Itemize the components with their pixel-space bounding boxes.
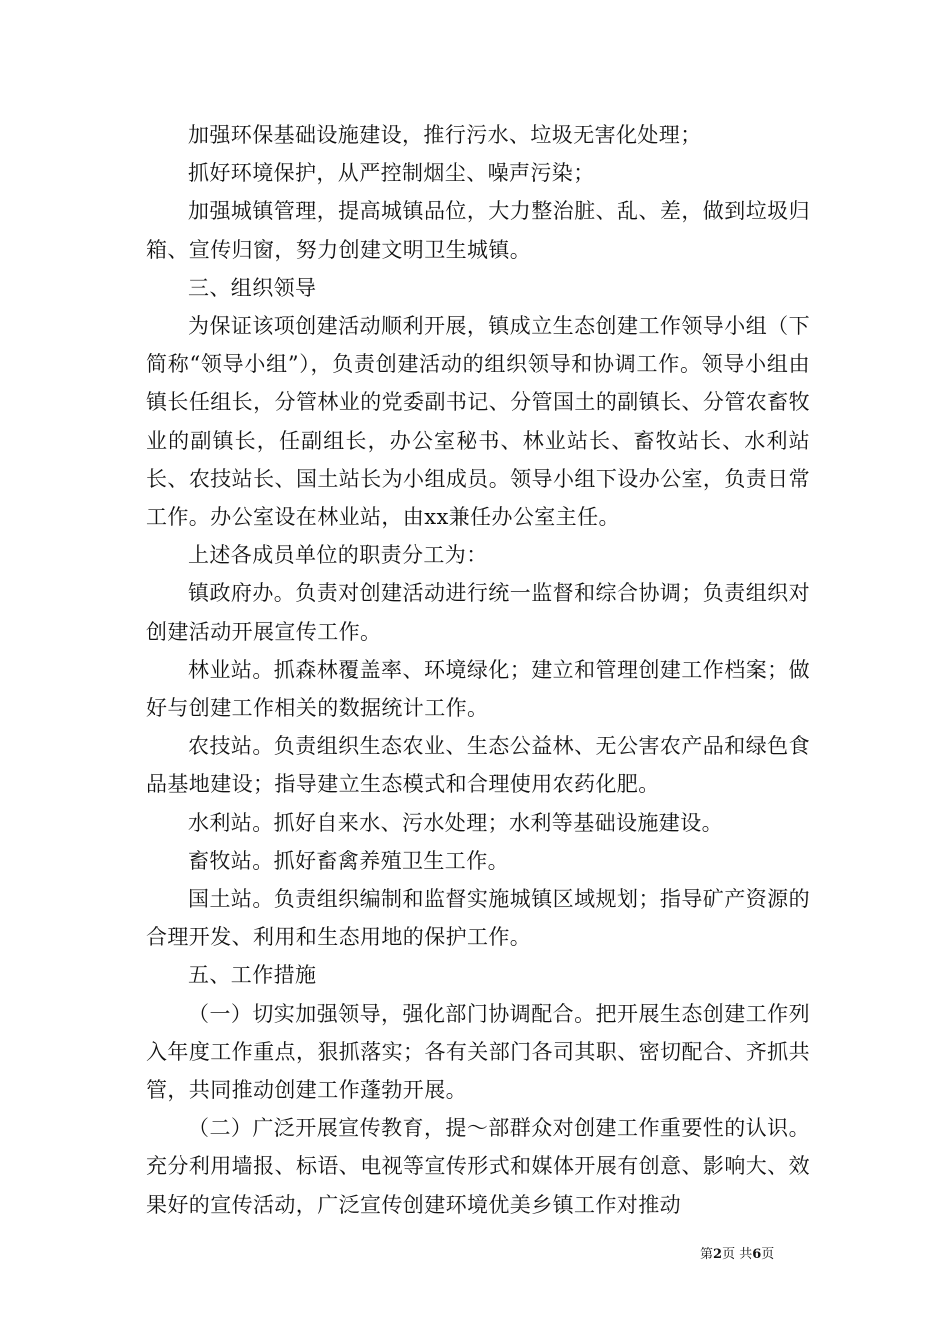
paragraph: （一）切实加强领导，强化部门协调配合。把开展生态创建工作列入年度工作重点，狠抓落实；各有关部门各司其职、密切配合、齐抓共管，共同推动创建工作蓬勃开展。 bbox=[146, 1001, 810, 1103]
footer-middle: 页 共 bbox=[722, 1247, 753, 1262]
current-page-number: 2 bbox=[713, 1247, 723, 1262]
paragraph: 上述各成员单位的职责分工为： bbox=[188, 543, 488, 568]
section-heading: 五、工作措施 bbox=[188, 963, 317, 988]
paragraph: 加强城镇管理，提高城镇品位，大力整治脏、乱、差，做到垃圾归箱、宣传归窗，努力创建文明卫生城镇。 bbox=[146, 199, 810, 262]
paragraph: 林业站。抓森林覆盖率、环境绿化；建立和管理创建工作档案；做好与创建工作相关的数据统计工作。 bbox=[146, 657, 810, 721]
paragraph: 为保证该项创建活动顺利开展，镇成立生态创建工作领导小组（下简称“领导小组”），负责创建活动的组织领导和协调工作。领导小组由镇长任组长，分管林业的党委副书记、分管国土的副镇长、分管农畜牧业的副镇长，任副组长，办公室秘书、林业站长、畜牧站长、水利站长、农技站长、国土站长为小组成员。领导小组下设办公室，负责日常工作。办公室设在林业站，由xx兼任办公室主任。 bbox=[146, 314, 810, 530]
paragraph: 抓好环境保护，从严控制烟尘、噪声污染； bbox=[188, 161, 595, 186]
paragraph: 国土站。负责组织编制和监督实施城镇区域规划；指导矿产资源的合理开发、利用和生态用地的保护工作。 bbox=[146, 887, 810, 950]
section-heading: 三、组织领导 bbox=[188, 275, 317, 300]
footer-prefix: 第 bbox=[700, 1247, 714, 1262]
footer-suffix: 页 bbox=[761, 1247, 775, 1262]
page-number-footer bbox=[700, 1246, 774, 1264]
paragraph: 加强环保基础设施建设，推行污水、垃圾无害化处理； bbox=[188, 123, 702, 147]
paragraph: 农技站。负责组织生态农业、生态公益林、无公害农产品和绿色食品基地建设；指导建立生态模式和合理使用农药化肥。 bbox=[146, 734, 810, 797]
paragraph: 畜牧站。抓好畜禽养殖卫生工作。 bbox=[188, 848, 509, 873]
paragraph: 镇政府办。负责对创建活动进行统一监督和综合协调；负责组织对创建活动开展宣传工作。 bbox=[146, 581, 810, 644]
body-text bbox=[146, 116, 810, 1224]
paragraph: （二）广泛开展宣传教育，提～部群众对创建工作重要性的认识。充分利用墙报、标语、电视等宣传形式和媒体开展有创意、影响大、效果好的宣传活动，广泛宣传创建环境优美乡镇工作对推动 bbox=[146, 1116, 810, 1217]
total-page-number: 6 bbox=[752, 1247, 762, 1262]
paragraph: 水利站。抓好自来水、污水处理；水利等基础设施建设。 bbox=[188, 810, 723, 835]
